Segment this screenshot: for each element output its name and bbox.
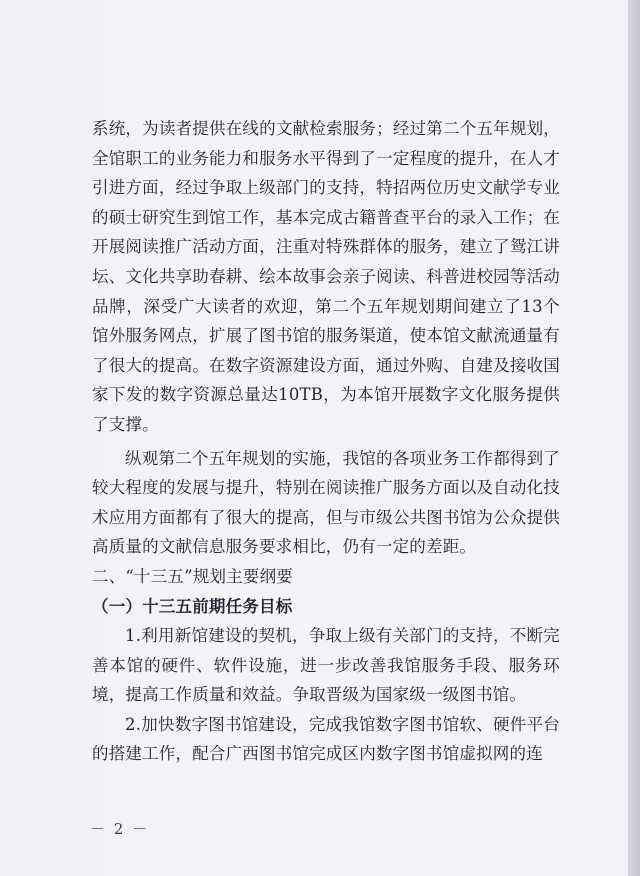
document-body bbox=[92, 114, 560, 769]
section-heading: 二、“十三五”规划主要纲要 bbox=[92, 566, 293, 586]
page-edge-shadow bbox=[628, 0, 640, 876]
list-item-1: 1.利用新馆建设的契机，争取上级有关部门的支持，不断完善本馆的硬件、软件设施，进一步改善我馆服务手段、服务环境，提高工作质量和效益。争取晋级为国家级一级图书馆。 bbox=[92, 626, 560, 705]
paragraph-continuation: 系统，为读者提供在线的文献检索服务；经过第二个五年规划，全馆职工的业务能力和服务水平得到了一定程度的提升，在人才引进方面，经过争取上级部门的支持，特招两位历史文献学专业的硕士研究生到馆工作，基本完成古籍普查平台的录入工作；在开展阅读推广活动方面，注重对特殊群体的服务，建立了鸳江讲坛、文化共享助春耕、绘本故事会亲子阅读、科普进校园等活动品牌，深受广大读者的欢迎，第二个五年规划期间建立了13个馆外服务网点，扩展了图书馆的服务渠道，使本馆文献流通量有了很大的提高。在数字资源建设方面，通过外购、自建及接收国家下发的数字资源总量达10TB，为本馆开展数字文化服务提供了支撑。 bbox=[92, 119, 560, 434]
page-number: － 2 － bbox=[90, 820, 150, 838]
list-item-2: 2.加快数字图书馆建设，完成我馆数字图书馆软、硬件平台的搭建工作，配合广西图书馆完成区内数字图书馆虚拟网的连 bbox=[92, 714, 560, 764]
subsection-heading: （一）十三五前期任务目标 bbox=[92, 596, 293, 616]
paragraph-summary: 纵观第二个五年规划的实施，我馆的各项业务工作都得到了较大程度的发展与提升，特别在阅读推广服务方面以及自动化技术应用方面都有了很大的提高，但与市级公共图书馆为公众提供高质量的文献信息服务要求相比，仍有一定的差距。 bbox=[92, 448, 560, 557]
